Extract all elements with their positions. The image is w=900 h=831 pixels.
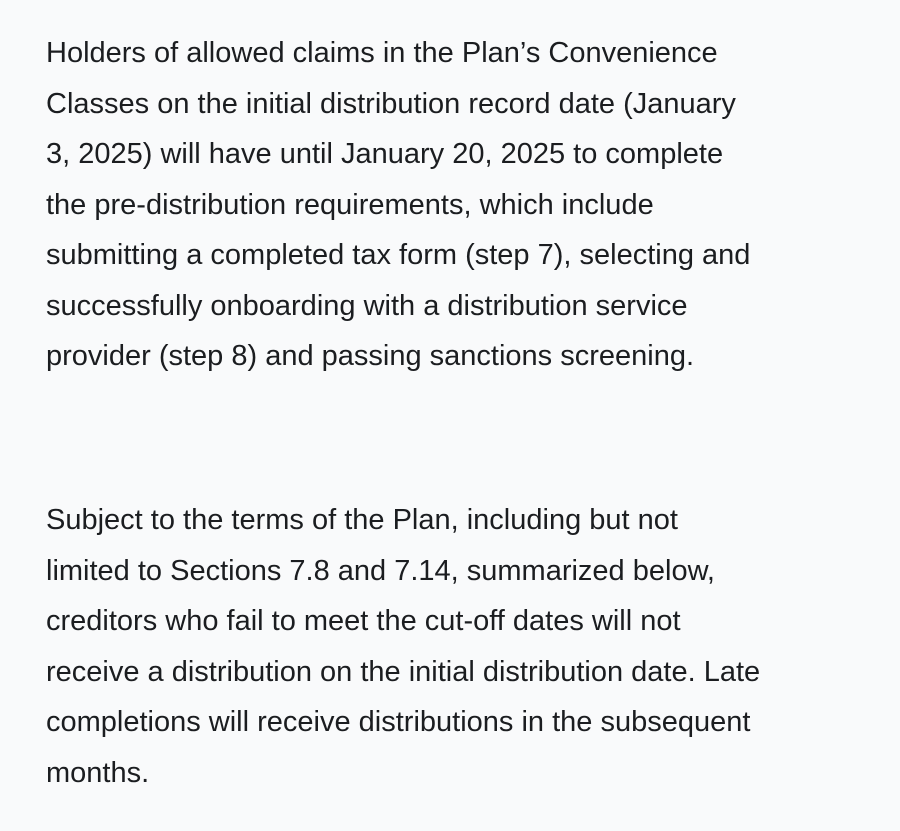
paragraph-line: 3, 2025) will have until January 20, 2025 to complete xyxy=(46,138,724,170)
paragraph-line: successfully onboarding with a distribution service xyxy=(46,289,688,322)
paragraph-line: Subject to the terms of the Plan, including but not xyxy=(46,504,678,536)
paragraph-line: creditors who fail to meet the cut-off dates will not xyxy=(46,605,681,637)
paragraph-line: months. xyxy=(46,756,150,789)
paragraph-line: provider (step 8) and passing sanctions screening. xyxy=(46,340,695,372)
paragraph-line: receive a distribution on the initial distribution date. Late xyxy=(46,655,761,688)
paragraph-line: Holders of allowed claims in the Plan’s Convenience xyxy=(46,37,718,69)
paragraph-line: the pre-distribution requirements, which include xyxy=(46,188,654,221)
paragraph-convenience-classes-deadline xyxy=(46,28,866,382)
paragraph-plan-terms-cutoff xyxy=(46,495,866,798)
paragraph-line: submitting a completed tax form (step 7), selecting and xyxy=(46,239,751,271)
paragraph-line: completions will receive distributions in the subsequent xyxy=(46,706,751,738)
paragraph-line: limited to Sections 7.8 and 7.14, summarized below, xyxy=(46,554,715,587)
paragraph-line: Classes on the initial distribution record date (January xyxy=(46,87,736,120)
